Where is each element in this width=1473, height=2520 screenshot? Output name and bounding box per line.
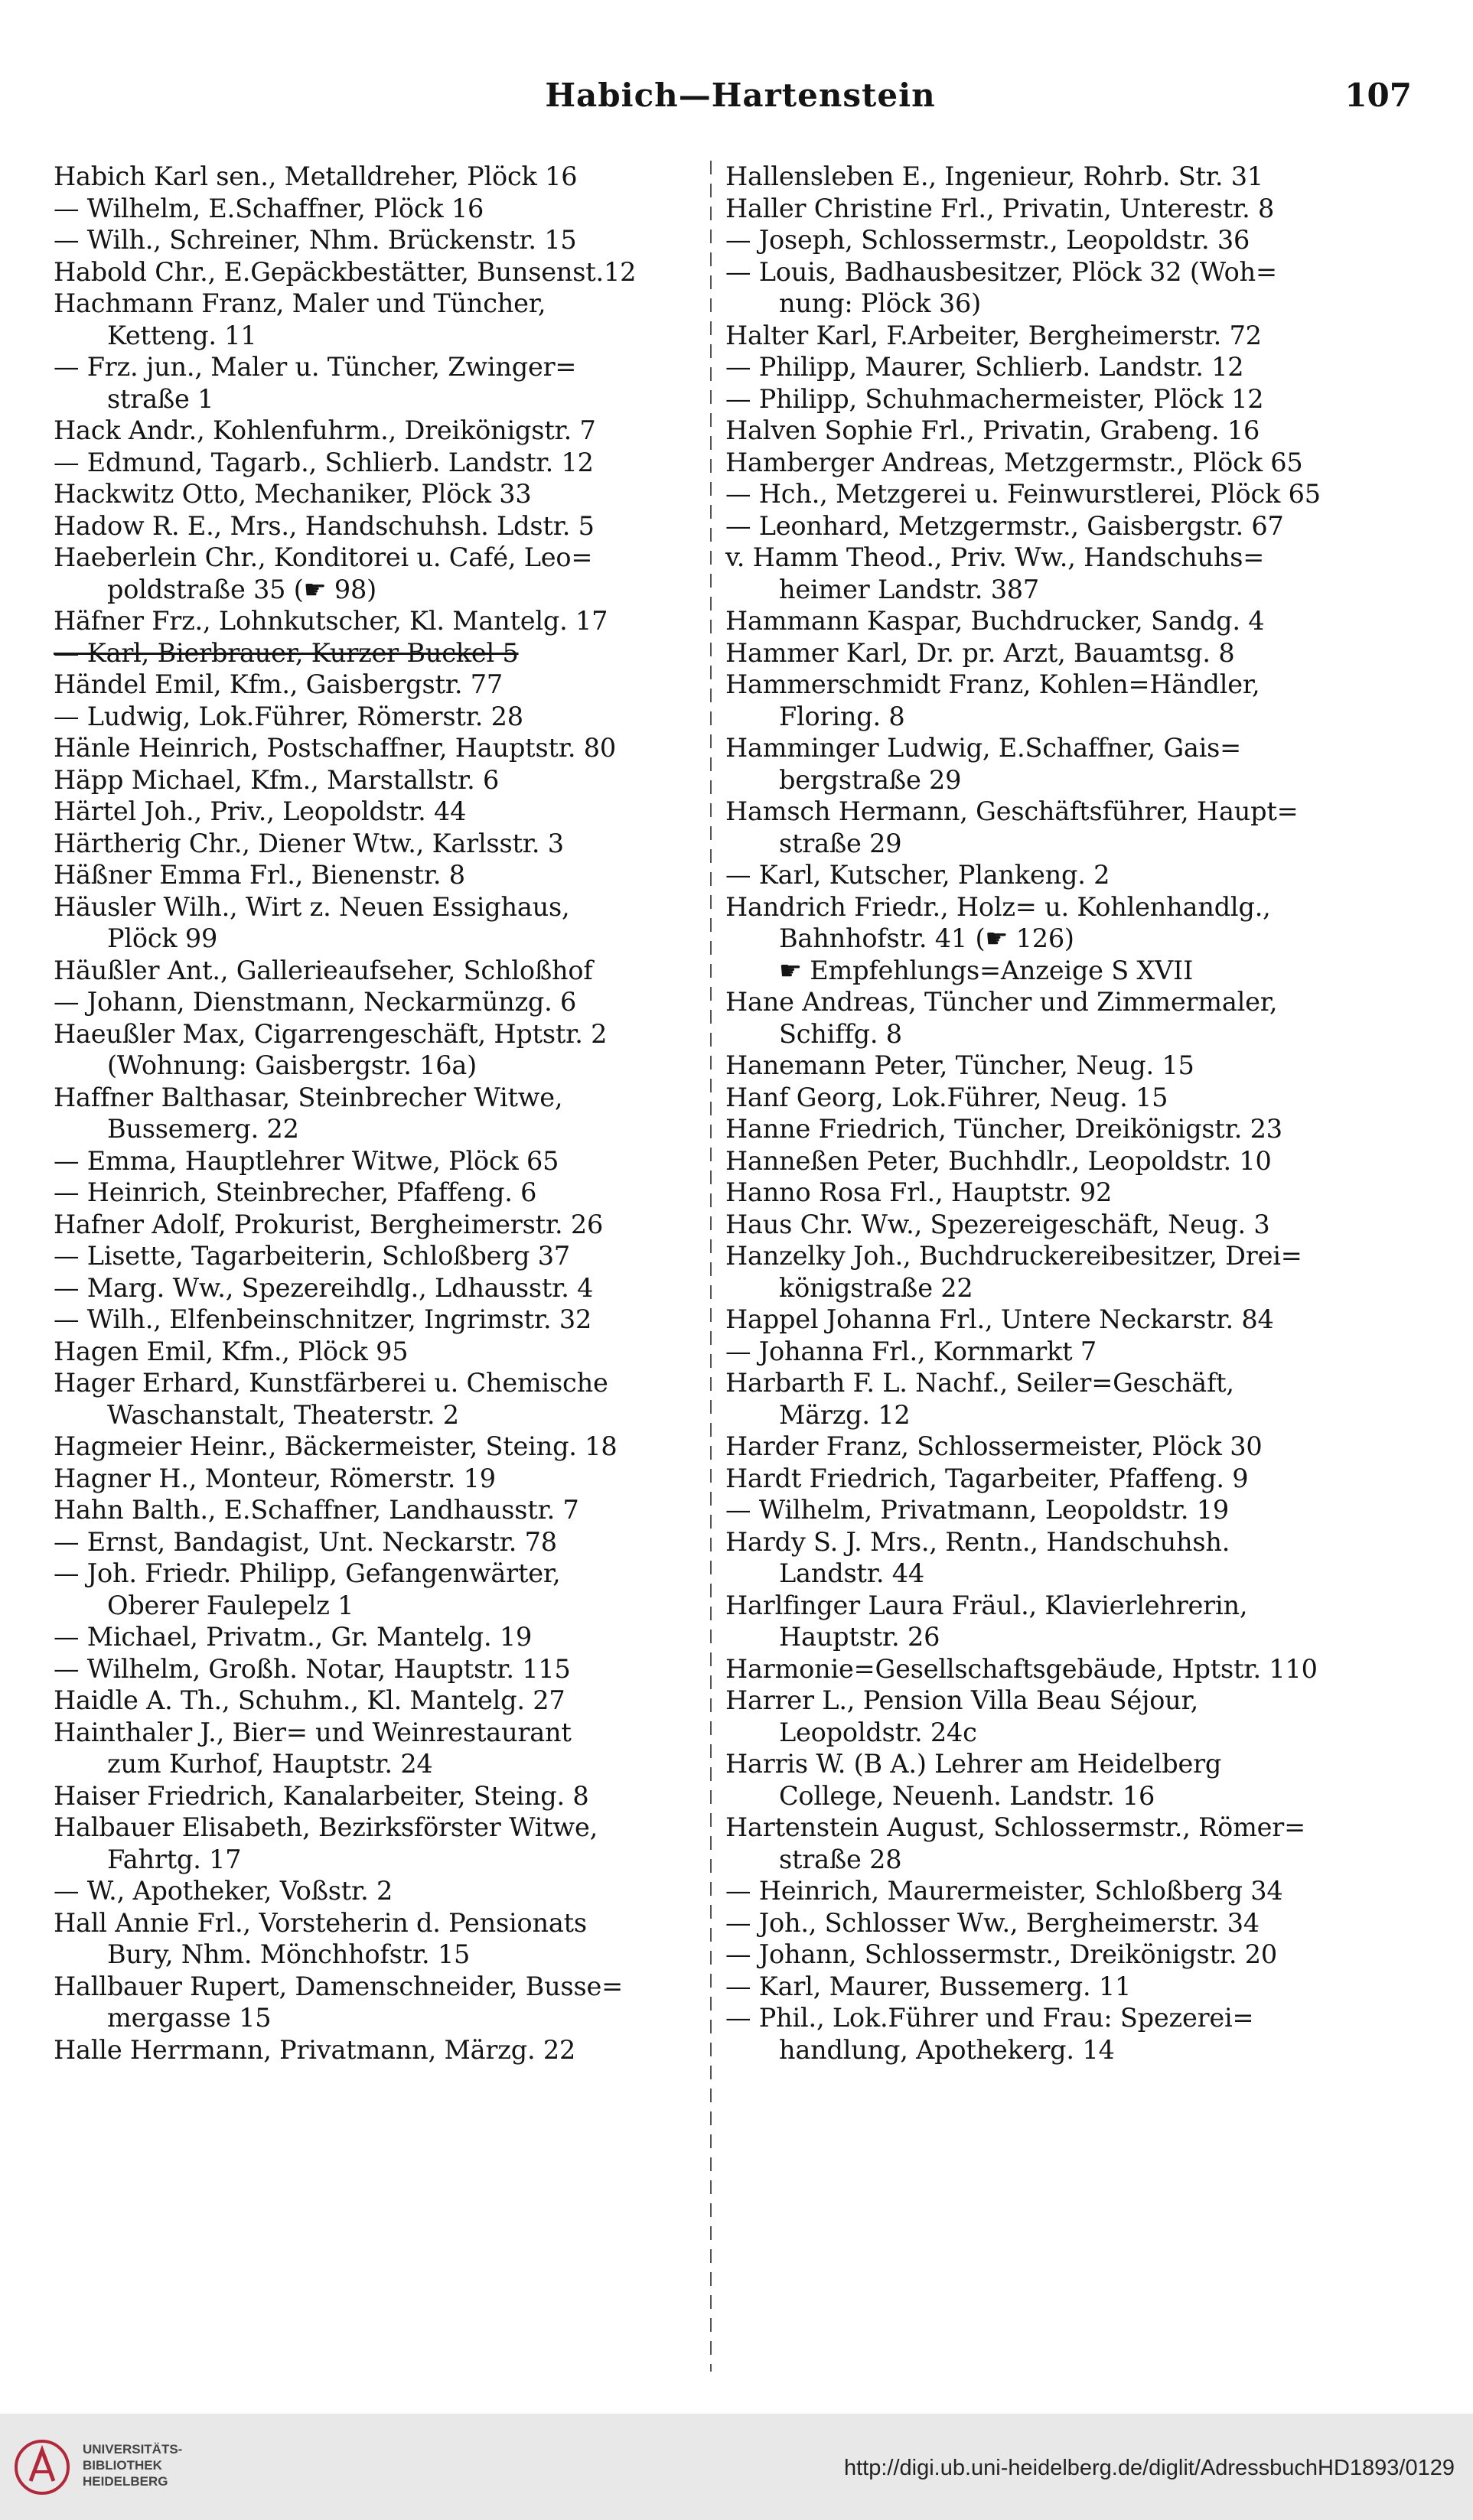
directory-entry: Hanemann Peter, Tüncher, Neug. 15 bbox=[725, 1050, 1194, 1080]
library-name: UNIVERSITÄTS- BIBLIOTHEK HEIDELBERG bbox=[83, 2442, 183, 2489]
directory-entry: handlung, Apothekerg. 14 bbox=[779, 2034, 1115, 2065]
directory-entry: Leopoldstr. 24c bbox=[779, 1717, 977, 1747]
directory-entry: Hanneßen Peter, Buchhdlr., Leopoldstr. 10 bbox=[725, 1145, 1272, 1176]
directory-entry: — Marg. Ww., Spezereihdlg., Ldhausstr. 4 bbox=[54, 1272, 594, 1303]
directory-entry: — Leonhard, Metzgermstr., Gaisbergstr. 67 bbox=[725, 510, 1284, 541]
directory-entry: Bahnhofstr. 41 (☛ 126) bbox=[779, 923, 1074, 953]
directory-entry: Fahrtg. 17 bbox=[107, 1844, 242, 1874]
directory-entry: Hanno Rosa Frl., Hauptstr. 92 bbox=[725, 1177, 1113, 1207]
directory-entry: Hadow R. E., Mrs., Handschuhsh. Ldstr. 5 bbox=[54, 510, 595, 541]
directory-entry: nung: Plöck 36) bbox=[779, 288, 981, 318]
directory-entry: — Johann, Schlossermstr., Dreikönigstr. 20 bbox=[725, 1939, 1277, 1969]
directory-entry: Hane Andreas, Tüncher und Zimmermaler, bbox=[725, 987, 1278, 1017]
directory-entry: Halven Sophie Frl., Privatin, Grabeng. 16 bbox=[725, 415, 1260, 445]
directory-entry: — Louis, Badhausbesitzer, Plöck 32 (Woh= bbox=[725, 256, 1277, 287]
directory-entry: Harder Franz, Schlossermeister, Plöck 30 bbox=[725, 1431, 1263, 1461]
directory-entry: Harbarth F. L. Nachf., Seiler=Geschäft, bbox=[725, 1368, 1234, 1398]
directory-entry: — Ludwig, Lok.Führer, Römerstr. 28 bbox=[54, 701, 523, 731]
directory-entry: heimer Landstr. 387 bbox=[779, 574, 1040, 604]
directory-entry: — Lisette, Tagarbeiterin, Schloßberg 37 bbox=[54, 1241, 570, 1271]
directory-entry: Häußler Ant., Gallerieaufseher, Schloßhof bbox=[54, 955, 593, 985]
directory-entry: Häfner Frz., Lohnkutscher, Kl. Mantelg. 17 bbox=[54, 606, 608, 636]
directory-entry: Hardt Friedrich, Tagarbeiter, Pfaffeng. 9 bbox=[725, 1463, 1249, 1493]
directory-entry: — Wilhelm, Großh. Notar, Hauptstr. 115 bbox=[54, 1653, 571, 1684]
directory-entry: Habold Chr., E.Gepäckbestätter, Bunsenst.12 bbox=[54, 256, 637, 287]
directory-entry: — Heinrich, Steinbrecher, Pfaffeng. 6 bbox=[54, 1177, 537, 1207]
directory-entry: — Wilhelm, Privatmann, Leopoldstr. 19 bbox=[725, 1495, 1229, 1525]
directory-entry: Hallensleben E., Ingenieur, Rohrb. Str. 31 bbox=[725, 161, 1264, 191]
directory-entry: mergasse 15 bbox=[107, 2003, 272, 2033]
directory-entry: Habich Karl sen., Metalldreher, Plöck 16 bbox=[54, 161, 578, 191]
directory-entry: Halle Herrmann, Privatmann, Märzg. 22 bbox=[54, 2034, 576, 2065]
directory-entry: — Michael, Privatm., Gr. Mantelg. 19 bbox=[54, 1622, 533, 1652]
directory-entry: Haeberlein Chr., Konditorei u. Café, Leo= bbox=[54, 542, 593, 572]
footer-bar bbox=[0, 2414, 1473, 2520]
directory-entry: Ketteng. 11 bbox=[107, 320, 257, 350]
directory-entry: zum Kurhof, Hauptstr. 24 bbox=[107, 1749, 433, 1779]
directory-entry: Hanne Friedrich, Tüncher, Dreikönigstr. 23 bbox=[725, 1114, 1282, 1144]
directory-entry: — Karl, Kutscher, Plankeng. 2 bbox=[725, 860, 1110, 890]
directory-entry: Härtel Joh., Priv., Leopoldstr. 44 bbox=[54, 796, 467, 826]
page-header bbox=[69, 77, 1412, 130]
directory-entry: Hahn Balth., E.Schaffner, Landhausstr. 7 bbox=[54, 1495, 579, 1525]
directory-entry: Halbauer Elisabeth, Bezirksförster Witwe, bbox=[54, 1812, 598, 1842]
directory-entry: — Johann, Dienstmann, Neckarmünzg. 6 bbox=[54, 987, 577, 1017]
directory-entry: Hanf Georg, Lok.Führer, Neug. 15 bbox=[725, 1082, 1168, 1112]
page-number: 107 bbox=[1344, 77, 1412, 114]
directory-entry: Hallbauer Rupert, Damenschneider, Busse= bbox=[54, 1971, 623, 2001]
directory-entry: — Karl, Maurer, Bussemerg. 11 bbox=[725, 1971, 1132, 2001]
directory-entry: Hamsch Hermann, Geschäftsführer, Haupt= bbox=[725, 796, 1299, 826]
directory-entry: Hamberger Andreas, Metzgermstr., Plöck 65 bbox=[725, 447, 1303, 477]
directory-entry: Haidle A. Th., Schuhm., Kl. Mantelg. 27 bbox=[54, 1685, 565, 1715]
directory-entry: — Heinrich, Maurermeister, Schloßberg 34 bbox=[725, 1876, 1283, 1906]
left-column bbox=[54, 161, 700, 2066]
source-url-link[interactable]: http://digi.ub.uni-heidelberg.de/diglit/AdressbuchHD1893/0129 bbox=[843, 2456, 1455, 2480]
directory-entry: (Wohnung: Gaisbergstr. 16a) bbox=[107, 1050, 477, 1080]
directory-entry: v. Hamm Theod., Priv. Ww., Handschuhs= bbox=[725, 542, 1265, 572]
directory-entry: bergstraße 29 bbox=[779, 764, 962, 795]
directory-entry: Hachmann Franz, Maler und Tüncher, bbox=[54, 288, 546, 318]
directory-entry: Hagner H., Monteur, Römerstr. 19 bbox=[54, 1463, 496, 1493]
directory-entry: Haffner Balthasar, Steinbrecher Witwe, bbox=[54, 1082, 563, 1112]
directory-entry: Hartenstein August, Schlossermstr., Römer= bbox=[725, 1812, 1305, 1842]
directory-entry: — Joh., Schlosser Ww., Bergheimerstr. 34 bbox=[725, 1907, 1260, 1938]
directory-entry: Häpp Michael, Kfm., Marstallstr. 6 bbox=[54, 764, 500, 795]
directory-entry: Plöck 99 bbox=[107, 923, 218, 953]
directory-entry: Hauptstr. 26 bbox=[779, 1622, 940, 1652]
directory-entry: — Frz. jun., Maler u. Tüncher, Zwinger= bbox=[54, 352, 577, 382]
directory-entry: Hammann Kaspar, Buchdrucker, Sandg. 4 bbox=[725, 606, 1265, 636]
directory-entry: — Emma, Hauptlehrer Witwe, Plöck 65 bbox=[54, 1145, 559, 1176]
directory-entry: Häusler Wilh., Wirt z. Neuen Essighaus, bbox=[54, 891, 570, 922]
directory-entry: Hagmeier Heinr., Bäckermeister, Steing. 18 bbox=[54, 1431, 618, 1461]
directory-entry: straße 28 bbox=[779, 1844, 902, 1874]
directory-entry: poldstraße 35 (☛ 98) bbox=[107, 574, 376, 604]
directory-entry: Handrich Friedr., Holz= u. Kohlenhandlg., bbox=[725, 891, 1271, 922]
directory-entry: Händel Emil, Kfm., Gaisbergstr. 77 bbox=[54, 669, 503, 699]
directory-entry: Hall Annie Frl., Vorsteherin d. Pensionats bbox=[54, 1907, 587, 1938]
directory-entry: Haiser Friedrich, Kanalarbeiter, Steing. 8 bbox=[54, 1780, 589, 1811]
university-seal-icon bbox=[14, 2437, 71, 2498]
directory-entry: — Edmund, Tagarb., Schlierb. Landstr. 12 bbox=[54, 447, 594, 477]
directory-entry: Hager Erhard, Kunstfärberei u. Chemische bbox=[54, 1368, 608, 1398]
directory-entry: — Phil., Lok.Führer und Frau: Spezerei= bbox=[725, 2003, 1254, 2033]
directory-entry: Hardy S. J. Mrs., Rentn., Handschuhsh. bbox=[725, 1526, 1230, 1557]
directory-entry: Waschanstalt, Theaterstr. 2 bbox=[107, 1399, 459, 1430]
directory-entry: — Philipp, Maurer, Schlierb. Landstr. 12 bbox=[725, 352, 1244, 382]
directory-entry: Hagen Emil, Kfm., Plöck 95 bbox=[54, 1336, 409, 1366]
column-divider bbox=[710, 161, 712, 2372]
directory-entry: Hanzelky Joh., Buchdruckereibesitzer, Drei= bbox=[725, 1241, 1302, 1271]
directory-entry: Halter Karl, F.Arbeiter, Bergheimerstr. 72 bbox=[725, 320, 1262, 350]
directory-entry: Hammerschmidt Franz, Kohlen=Händler, bbox=[725, 669, 1260, 699]
directory-entry: Hänle Heinrich, Postschaffner, Hauptstr. 80 bbox=[54, 733, 616, 763]
directory-entry: — Joseph, Schlossermstr., Leopoldstr. 36 bbox=[725, 225, 1250, 255]
directory-entry: Härtherig Chr., Diener Wtw., Karlsstr. 3 bbox=[54, 828, 564, 858]
directory-entry: — Joh. Friedr. Philipp, Gefangenwärter, bbox=[54, 1558, 561, 1588]
directory-entry: Bussemerg. 22 bbox=[107, 1114, 299, 1144]
directory-entry: straße 29 bbox=[779, 828, 902, 858]
directory-entry: Hackwitz Otto, Mechaniker, Plöck 33 bbox=[54, 479, 532, 509]
directory-entry: Hamminger Ludwig, E.Schaffner, Gais= bbox=[725, 733, 1242, 763]
directory-entry: — Philipp, Schuhmachermeister, Plöck 12 bbox=[725, 383, 1264, 414]
directory-entry: College, Neuenh. Landstr. 16 bbox=[779, 1780, 1155, 1811]
directory-entry: — Hch., Metzgerei u. Feinwurstlerei, Plöck 65 bbox=[725, 479, 1321, 509]
directory-entry: Oberer Faulepelz 1 bbox=[107, 1590, 354, 1620]
directory-entry: Haeußler Max, Cigarrengeschäft, Hptstr. 2 bbox=[54, 1018, 608, 1049]
directory-entry: königstraße 22 bbox=[779, 1272, 973, 1303]
right-column bbox=[725, 161, 1372, 2066]
directory-entry: — W., Apotheker, Voßstr. 2 bbox=[54, 1876, 393, 1906]
directory-entry: Bury, Nhm. Mönchhofstr. 15 bbox=[107, 1939, 471, 1969]
directory-entry: straße 1 bbox=[107, 383, 214, 414]
directory-entry: Landstr. 44 bbox=[779, 1558, 924, 1588]
directory-entry: Harlfinger Laura Fräul., Klavierlehrerin, bbox=[725, 1590, 1248, 1620]
directory-entry: — Wilhelm, E.Schaffner, Plöck 16 bbox=[54, 193, 484, 223]
directory-entry: Harmonie=Gesellschaftsgebäude, Hptstr. 110 bbox=[725, 1653, 1318, 1684]
directory-entry: Schiffg. 8 bbox=[779, 1018, 902, 1049]
directory-entry: Märzg. 12 bbox=[779, 1399, 911, 1430]
directory-entry: Hafner Adolf, Prokurist, Bergheimerstr. 26 bbox=[54, 1209, 604, 1239]
directory-entry: Haus Chr. Ww., Spezereigeschäft, Neug. 3 bbox=[725, 1209, 1270, 1239]
directory-entry: Harrer L., Pension Villa Beau Séjour, bbox=[725, 1685, 1199, 1715]
directory-entry: Haller Christine Frl., Privatin, Unterestr. 8 bbox=[725, 193, 1275, 223]
directory-entry: Hack Andr., Kohlenfuhrm., Dreikönigstr. 7 bbox=[54, 415, 596, 445]
directory-entry: Hammer Karl, Dr. pr. Arzt, Bauamtsg. 8 bbox=[725, 637, 1235, 668]
directory-entry: Häßner Emma Frl., Bienenstr. 8 bbox=[54, 860, 465, 890]
directory-entry: — Wilh., Schreiner, Nhm. Brückenstr. 15 bbox=[54, 225, 577, 255]
directory-entry: Happel Johanna Frl., Untere Neckarstr. 84 bbox=[725, 1304, 1274, 1334]
directory-entry: — Ernst, Bandagist, Unt. Neckarstr. 78 bbox=[54, 1526, 557, 1557]
directory-entry: — Karl, Bierbrauer, Kurzer Buckel 5 bbox=[54, 637, 519, 668]
directory-entry: Hainthaler J., Bier= und Weinrestaurant bbox=[54, 1717, 572, 1747]
directory-entry: — Wilh., Elfenbeinschnitzer, Ingrimstr. 32 bbox=[54, 1304, 592, 1334]
directory-entry: — Johanna Frl., Kornmarkt 7 bbox=[725, 1336, 1097, 1366]
directory-entry: Harris W. (B A.) Lehrer am Heidelberg bbox=[725, 1749, 1222, 1779]
directory-entry: Floring. 8 bbox=[779, 701, 905, 731]
running-head: Habich—Hartenstein bbox=[545, 77, 936, 114]
directory-entry: ☛ Empfehlungs=Anzeige S XVII bbox=[779, 955, 1194, 985]
